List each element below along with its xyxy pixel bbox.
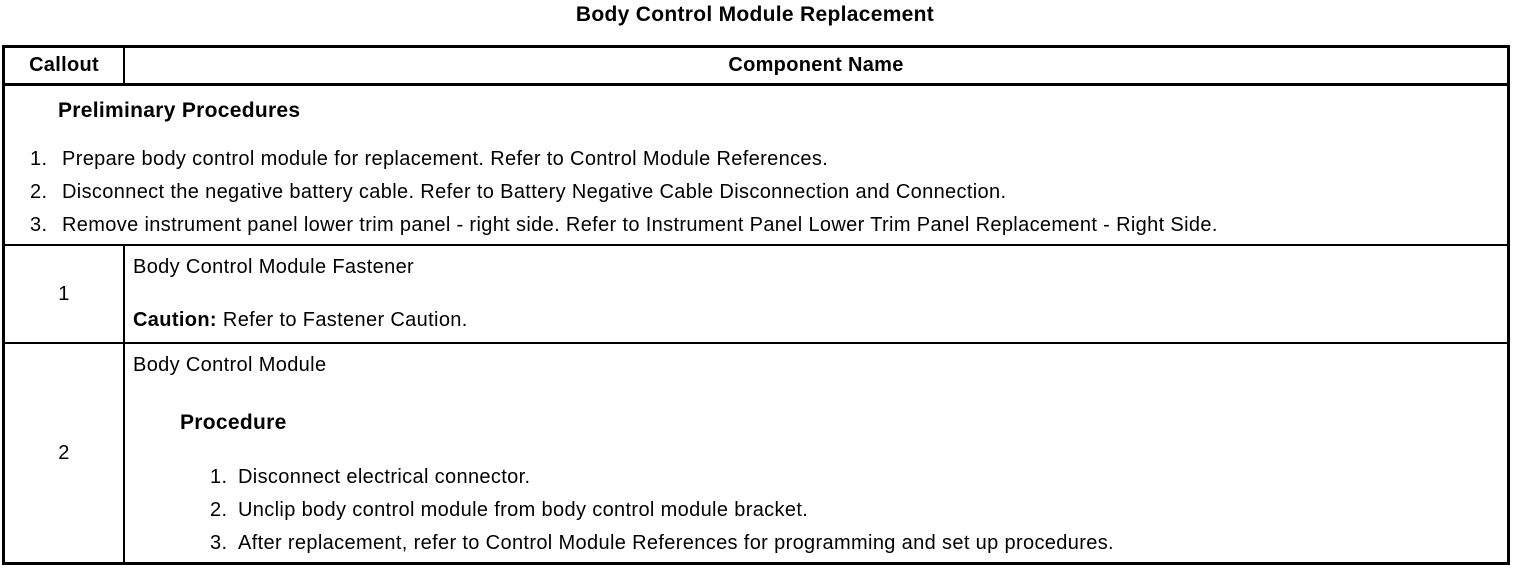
component-name: Body Control Module Fastener: [133, 256, 415, 278]
preliminary-procedures-row: [5, 86, 1507, 244]
caution-label: Caution:: [133, 309, 217, 331]
step-text: Disconnect electrical connector.: [238, 466, 531, 488]
procedure-step-2: [185, 494, 1507, 527]
caution-note: [133, 304, 1507, 337]
page-title: Body Control Module Replacement: [575, 3, 935, 26]
component-cell: [125, 246, 1507, 342]
table-row-callout-2: [5, 342, 1507, 562]
preliminary-procedures-heading: Preliminary Procedures: [58, 99, 301, 122]
step-text: Disconnect the negative battery cable. Refer to Battery Negative Cable Disconnection and Connection.: [62, 181, 1007, 203]
procedure-step-1: [185, 461, 1507, 494]
step-number: 2.: [210, 499, 228, 521]
step-number: 1.: [210, 466, 228, 488]
step-number: 3.: [210, 532, 228, 554]
procedure-heading: Procedure: [180, 411, 287, 434]
preliminary-step-2: [5, 176, 1507, 209]
step-number: 1.: [30, 148, 48, 170]
step-text: After replacement, refer to Control Module References for programming and set up procedures.: [238, 532, 1114, 554]
table-header-row: [5, 48, 1507, 86]
preliminary-step-3: [5, 209, 1507, 242]
procedure-step-3: [185, 527, 1507, 560]
callout-number-cell: 2: [5, 344, 125, 562]
caution-text: Refer to Fastener Caution.: [222, 309, 468, 331]
preliminary-step-1: [5, 143, 1507, 176]
step-text: Unclip body control module from body control module bracket.: [238, 499, 809, 521]
callout-table: [2, 45, 1510, 565]
step-text: Remove instrument panel lower trim panel - right side. Refer to Instrument Panel Lower Trim Panel Replacement - Right Side.: [62, 214, 1218, 236]
callout-number-cell: 1: [5, 246, 125, 342]
preliminary-steps-list: [5, 143, 1507, 242]
callout-column-header: Callout: [5, 48, 125, 83]
step-text: Prepare body control module for replacement. Refer to Control Module References.: [62, 148, 829, 170]
table-row-callout-1: [5, 244, 1507, 342]
component-name-column-header: Component Name: [728, 54, 904, 76]
procedure-steps-list: [133, 461, 1507, 560]
step-number: 3.: [30, 214, 48, 236]
component-cell: [125, 344, 1507, 562]
step-number: 2.: [30, 181, 48, 203]
component-name: Body Control Module: [133, 354, 327, 376]
